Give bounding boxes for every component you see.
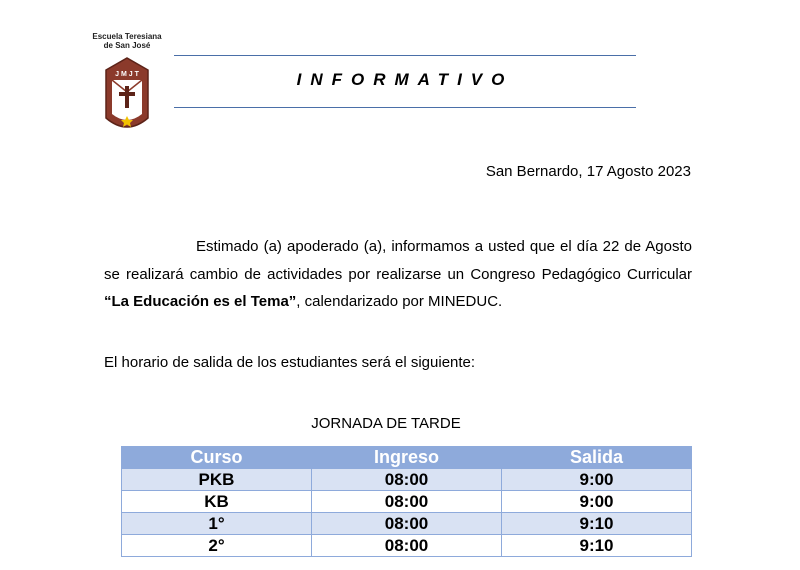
- cell-curso: 2°: [122, 535, 312, 557]
- paragraph-text-1: Estimado (a) apoderado (a), informamos a usted que el día 22 de Agosto se realizará cambio de actividades por realizarse un Congreso Pedagógico Curricular: [104, 238, 692, 283]
- cross-icon: [125, 86, 129, 108]
- congress-title: “La Educación es el Tema”: [104, 293, 297, 310]
- letter-paragraph: [104, 233, 692, 316]
- column-header-salida: Salida: [502, 447, 692, 469]
- title-rule-top: [174, 55, 636, 56]
- cell-ingreso: 08:00: [312, 535, 502, 557]
- table-header-row: [122, 447, 692, 469]
- cell-salida: 9:00: [502, 491, 692, 513]
- schedule-table: [121, 446, 692, 557]
- cell-salida: 9:10: [502, 535, 692, 557]
- crest-initials: J M J T: [115, 71, 139, 78]
- school-crest-logo: [98, 56, 156, 138]
- table-row: [122, 469, 692, 491]
- title-rule-bottom: [174, 107, 636, 108]
- school-name-line1: Escuela Teresiana: [92, 32, 162, 41]
- letter-date: San Bernardo, 17 Agosto 2023: [485, 163, 691, 180]
- paragraph-text-2: , calendarizado por MINEDUC.: [296, 293, 503, 310]
- table-row: [122, 535, 692, 557]
- cell-curso: PKB: [122, 469, 312, 491]
- cell-ingreso: 08:00: [312, 491, 502, 513]
- cell-curso: 1°: [122, 513, 312, 535]
- school-name: [86, 32, 168, 50]
- cell-ingreso: 08:00: [312, 513, 502, 535]
- document-title: INFORMATIVO: [296, 70, 514, 89]
- schedule-lead-in: El horario de salida de los estudiantes será el siguiente:: [104, 354, 476, 371]
- column-header-ingreso: Ingreso: [312, 447, 502, 469]
- cell-curso: KB: [122, 491, 312, 513]
- cell-ingreso: 08:00: [312, 469, 502, 491]
- school-name-line2: de San José: [103, 41, 151, 50]
- table-row: [122, 513, 692, 535]
- schedule-heading: JORNADA DE TARDE: [311, 415, 461, 432]
- table-row: [122, 491, 692, 513]
- cell-salida: 9:10: [502, 513, 692, 535]
- cell-salida: 9:00: [502, 469, 692, 491]
- column-header-curso: Curso: [122, 447, 312, 469]
